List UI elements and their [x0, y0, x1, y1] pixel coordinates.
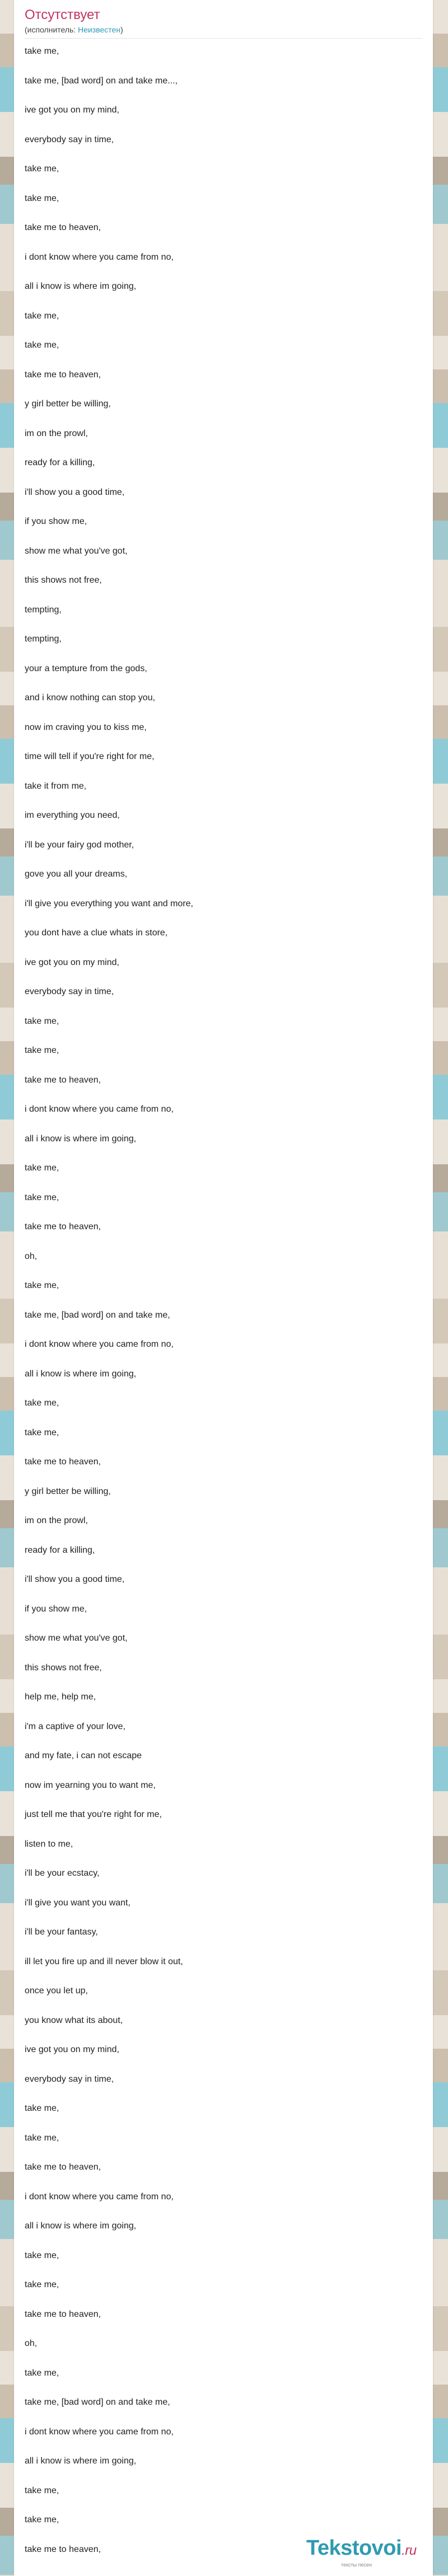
lyric-line: help me, help me,: [25, 1692, 96, 1702]
lyric-line: all i know is where im going,: [25, 1134, 137, 1144]
lyric-line: oh,: [25, 2339, 38, 2348]
lyric-line: and i know nothing can stop you,: [25, 693, 156, 702]
lyric-line: i dont know where you came from no,: [25, 2427, 174, 2437]
lyric-line: take me,: [25, 46, 59, 56]
artist-line: [25, 25, 422, 35]
lyric-line: take me,: [25, 2133, 59, 2143]
lyric-line: everybody say in time,: [25, 134, 114, 144]
lyric-line: tempting,: [25, 605, 62, 615]
lyric-line: your a tempture from the gods,: [25, 663, 147, 673]
lyric-line: take me,: [25, 2250, 59, 2260]
lyric-line: i dont know where you came from no,: [25, 2191, 174, 2202]
lyric-line: i'll be your fairy god mother,: [25, 840, 134, 850]
lyric-line: time will tell if you're right for me,: [25, 752, 155, 761]
lyric-line: show me what you've got,: [25, 546, 128, 556]
artist-prefix: (исполнитель:: [25, 25, 78, 34]
lyric-line: all i know is where im going,: [25, 282, 137, 291]
lyric-line: now im yearning you to want me,: [25, 1780, 156, 1790]
lyric-line: take me,: [25, 193, 59, 203]
song-title: Отсутствует: [25, 7, 100, 22]
lyric-line: i'll give you want you want,: [25, 1898, 130, 1908]
lyric-line: take me,: [25, 2368, 59, 2378]
logo-wordmark: [306, 2536, 424, 2563]
lyric-line: everybody say in time,: [25, 987, 114, 996]
lyric-line: take me, [bad word] on and take me...,: [25, 76, 178, 86]
artist-link[interactable]: Неизвестен: [78, 25, 121, 34]
lyric-line: if you show me,: [25, 1604, 87, 1614]
lyric-line: and my fate, i can not escape: [25, 1751, 142, 1760]
lyric-line: show me what you've got,: [25, 1633, 128, 1643]
lyric-line: take me,: [25, 340, 59, 350]
lyric-line: im on the prowl,: [25, 428, 88, 438]
lyric-line: take me,: [25, 1046, 59, 1055]
lyric-line: just tell me that you're right for me,: [25, 1810, 162, 1819]
lyric-line: im everything you need,: [25, 811, 120, 820]
lyric-line: all i know is where im going,: [25, 2221, 137, 2231]
lyric-line: i dont know where you came from no,: [25, 1104, 174, 1114]
lyric-line: this shows not free,: [25, 575, 102, 585]
lyric-line: take me, [bad word] on and take me,: [25, 1310, 170, 1320]
lyric-line: y girl better be willing,: [25, 1486, 111, 1496]
lyric-line: take me,: [25, 2280, 59, 2289]
lyric-line: all i know is where im going,: [25, 1369, 137, 1379]
lyric-line: take me,: [25, 1427, 59, 1437]
lyric-line: ive got you on my mind,: [25, 957, 119, 967]
lyric-line: once you let up,: [25, 1986, 88, 1996]
lyric-line: ready for a killing,: [25, 1545, 95, 1555]
lyric-line: i'll be your fantasy,: [25, 1927, 98, 1937]
lyric-line: if you show me,: [25, 517, 87, 526]
lyric-line: all i know is where im going,: [25, 2456, 137, 2466]
song-header: [14, 0, 433, 35]
lyric-line: take me,: [25, 2485, 59, 2495]
logo-tagline: тексты песен: [341, 2562, 372, 2568]
lyric-line: ill let you fire up and ill never blow it out,: [25, 1956, 183, 1966]
lyric-line: i'll show you a good time,: [25, 1575, 125, 1584]
lyrics-page: [14, 0, 433, 2576]
lyric-line: i'm a captive of your love,: [25, 1721, 126, 1731]
lyric-line: ready for a killing,: [25, 458, 95, 467]
lyric-line: take me,: [25, 164, 59, 174]
artist-suffix: ): [120, 25, 123, 34]
lyrics-text: [14, 39, 433, 2555]
lyric-line: take me to heaven,: [25, 1457, 101, 1467]
lyric-line: take me to heaven,: [25, 2309, 101, 2319]
logo-name: Tekstovoi: [306, 2536, 402, 2560]
lyric-line: take me to heaven,: [25, 2544, 101, 2554]
lyric-line: take me to heaven,: [25, 1222, 101, 1231]
lyric-line: i dont know where you came from no,: [25, 252, 174, 262]
lyric-line: take me to heaven,: [25, 369, 101, 380]
lyric-line: ive got you on my mind,: [25, 105, 119, 115]
lyric-line: take me, [bad word] on and take me,: [25, 2397, 170, 2407]
lyric-line: i'll be your ecstacy,: [25, 1868, 100, 1878]
lyric-line: ive got you on my mind,: [25, 2045, 119, 2054]
lyric-line: take me,: [25, 311, 59, 321]
lyric-line: take me,: [25, 2104, 59, 2113]
lyric-line: i'll give you everything you want and more,: [25, 898, 193, 908]
lyric-line: tempting,: [25, 634, 62, 644]
lyric-line: take me to heaven,: [25, 223, 101, 232]
lyric-line: take me to heaven,: [25, 2162, 101, 2172]
lyric-line: i'll show you a good time,: [25, 487, 125, 497]
lyric-line: take me,: [25, 1281, 59, 1290]
lyric-line: you dont have a clue whats in store,: [25, 928, 168, 938]
lyric-line: now im craving you to kiss me,: [25, 722, 147, 732]
lyric-line: take it from me,: [25, 781, 87, 791]
lyric-line: im on the prowl,: [25, 1516, 88, 1525]
lyric-line: listen to me,: [25, 1839, 73, 1849]
lyric-line: everybody say in time,: [25, 2074, 114, 2084]
lyric-line: take me to heaven,: [25, 1075, 101, 1085]
lyric-line: take me,: [25, 1398, 59, 1408]
lyric-line: take me,: [25, 2515, 59, 2525]
lyric-line: this shows not free,: [25, 1662, 102, 1673]
lyric-line: you know what its about,: [25, 2015, 123, 2025]
logo-suffix: .ru: [402, 2543, 417, 2558]
lyric-line: take me,: [25, 1016, 59, 1026]
lyric-line: i dont know where you came from no,: [25, 1339, 174, 1349]
lyric-line: oh,: [25, 1251, 38, 1261]
lyric-line: y girl better be willing,: [25, 399, 111, 409]
lyric-line: take me,: [25, 1192, 59, 1202]
lyric-line: gove you all your dreams,: [25, 869, 128, 879]
site-logo[interactable]: [306, 2536, 424, 2569]
lyric-line: take me,: [25, 1163, 59, 1173]
